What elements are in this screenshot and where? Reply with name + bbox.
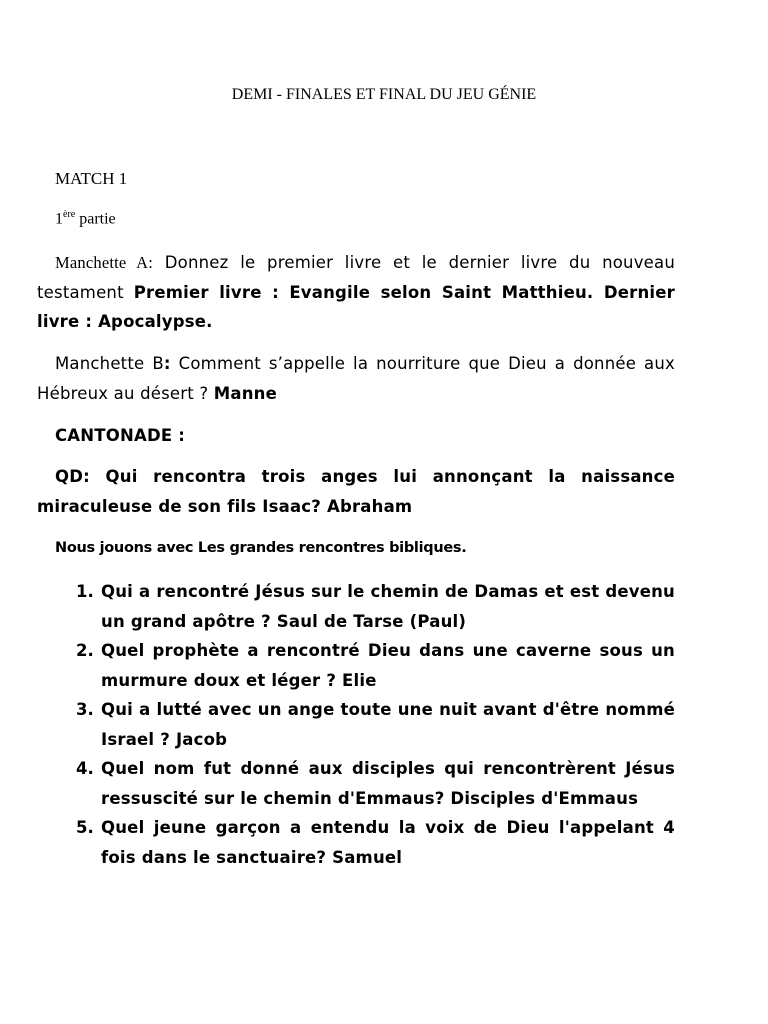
manchette-a-paragraph <box>37 248 675 337</box>
partie-label: partie <box>75 210 116 228</box>
list-item-text: Quel nom fut donné aux disciples qui rencontrèrent Jésus ressuscité sur le chemin d'Emmaus? Disciples d'Emmaus <box>101 759 675 808</box>
list-item <box>0 636 768 695</box>
list-item-text: Quel prophète a rencontré Dieu dans une caverne sous un murmure doux et léger ? Elie <box>101 641 675 690</box>
document-title: DEMI - FINALES ET FINAL DU JEU GÉNIE <box>231 86 537 103</box>
partie-superscript: ère <box>63 209 76 220</box>
question-list <box>0 577 768 872</box>
match-heading: MATCH 1 <box>55 169 128 188</box>
cantonade-heading: CANTONADE : <box>55 426 186 445</box>
manchette-b-answer: Manne <box>213 383 278 403</box>
list-item <box>0 754 768 813</box>
manchette-b-question: Comment s’appelle la nourriture que Dieu a donnée aux Hébreux au désert ? <box>37 354 675 403</box>
list-item <box>0 695 768 754</box>
list-item-number: 3. <box>76 700 94 719</box>
list-item-number: 4. <box>76 759 94 778</box>
qd-answer: Abraham <box>326 496 413 516</box>
list-item-number: 5. <box>76 818 94 837</box>
list-item <box>0 813 768 872</box>
list-item-number: 1. <box>76 582 94 601</box>
qd-question: QD: Qui rencontra trois anges lui annonçant la naissance miraculeuse de son fils Isaac? <box>37 467 675 516</box>
manchette-a-question: Donnez le premier livre et le dernier livre du nouveau testament <box>37 253 675 302</box>
list-item-number: 2. <box>76 641 94 660</box>
list-item <box>0 577 768 636</box>
qd-paragraph <box>37 462 675 521</box>
section-lead: Nous jouons avec Les grandes rencontres bibliques. <box>55 540 467 556</box>
manchette-a-label: Manchette A: <box>55 253 154 272</box>
partie-number: 1 <box>55 210 63 228</box>
manchette-b-label: Manchette B <box>55 354 164 373</box>
manchette-b-colon: : <box>163 354 171 373</box>
manchette-b-paragraph <box>37 349 675 408</box>
manchette-a-answer: Premier livre : Evangile selon Saint Matthieu. Dernier livre : Apocalypse. <box>37 282 675 331</box>
partie-heading <box>55 209 116 228</box>
list-item-text: Qui a lutté avec un ange toute une nuit avant d'être nommé Israel ? Jacob <box>101 700 675 749</box>
list-item-text: Qui a rencontré Jésus sur le chemin de Damas et est devenu un grand apôtre ? Saul de Tarse (Paul) <box>101 582 675 631</box>
list-item-text: Quel jeune garçon a entendu la voix de Dieu l'appelant 4 fois dans le sanctuaire? Samuel <box>101 818 675 867</box>
